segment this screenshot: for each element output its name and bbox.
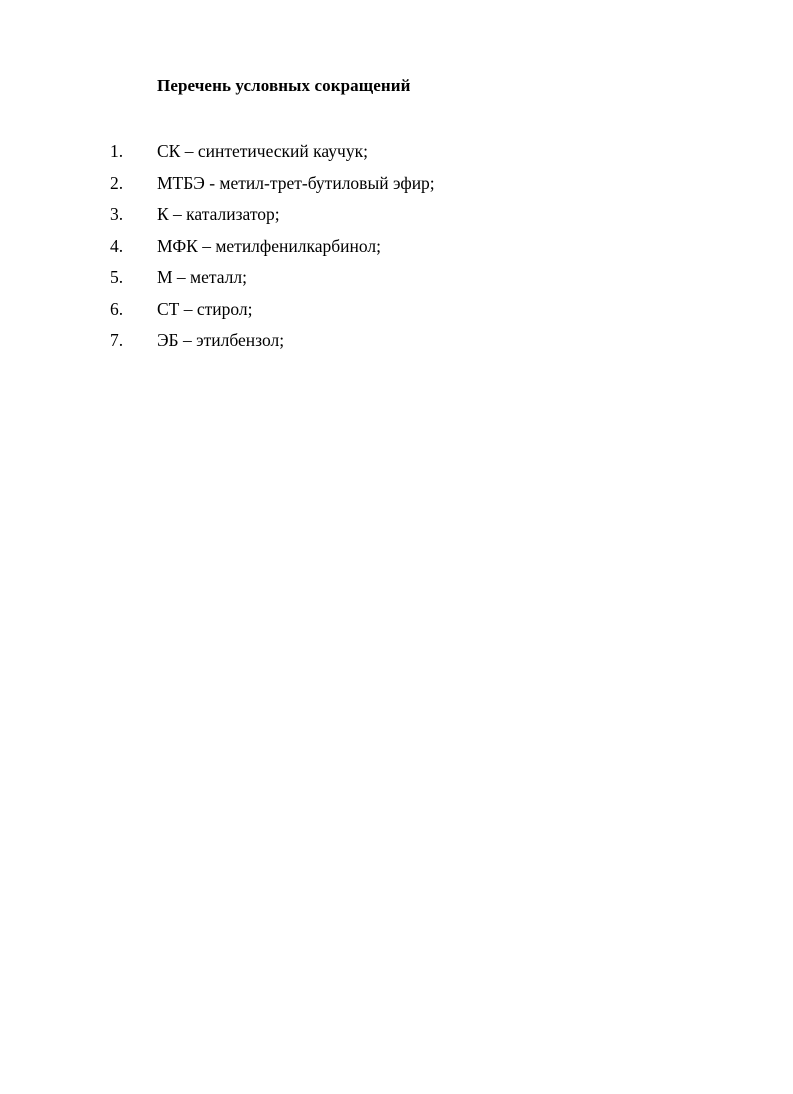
page-title: Перечень условных сокращений (157, 76, 411, 95)
item-text: СТ – стирол; (157, 298, 253, 319)
list-item (0, 299, 793, 331)
item-text: СК – синтетический каучук; (157, 141, 368, 161)
item-text: К – катализатор; (157, 204, 280, 224)
item-number: 6. (110, 298, 124, 319)
list-item (0, 236, 793, 268)
list-item (0, 141, 793, 173)
item-number: 5. (110, 267, 124, 287)
item-text: ЭБ – этилбензол; (157, 330, 285, 350)
item-text: М – металл; (157, 267, 248, 287)
item-number: 4. (110, 235, 124, 256)
item-number: 1. (110, 141, 124, 161)
list-item (0, 330, 793, 362)
item-number: 7. (110, 330, 124, 350)
list-item (0, 204, 793, 236)
item-text: МФК – метилфенилкарбинол; (157, 235, 381, 256)
list-item (0, 173, 793, 205)
item-text: МТБЭ - метил-трет-бутиловый эфир; (157, 172, 435, 193)
list-item (0, 267, 793, 299)
abbreviations-list (0, 141, 793, 362)
item-number: 3. (110, 204, 124, 224)
item-number: 2. (110, 172, 124, 193)
